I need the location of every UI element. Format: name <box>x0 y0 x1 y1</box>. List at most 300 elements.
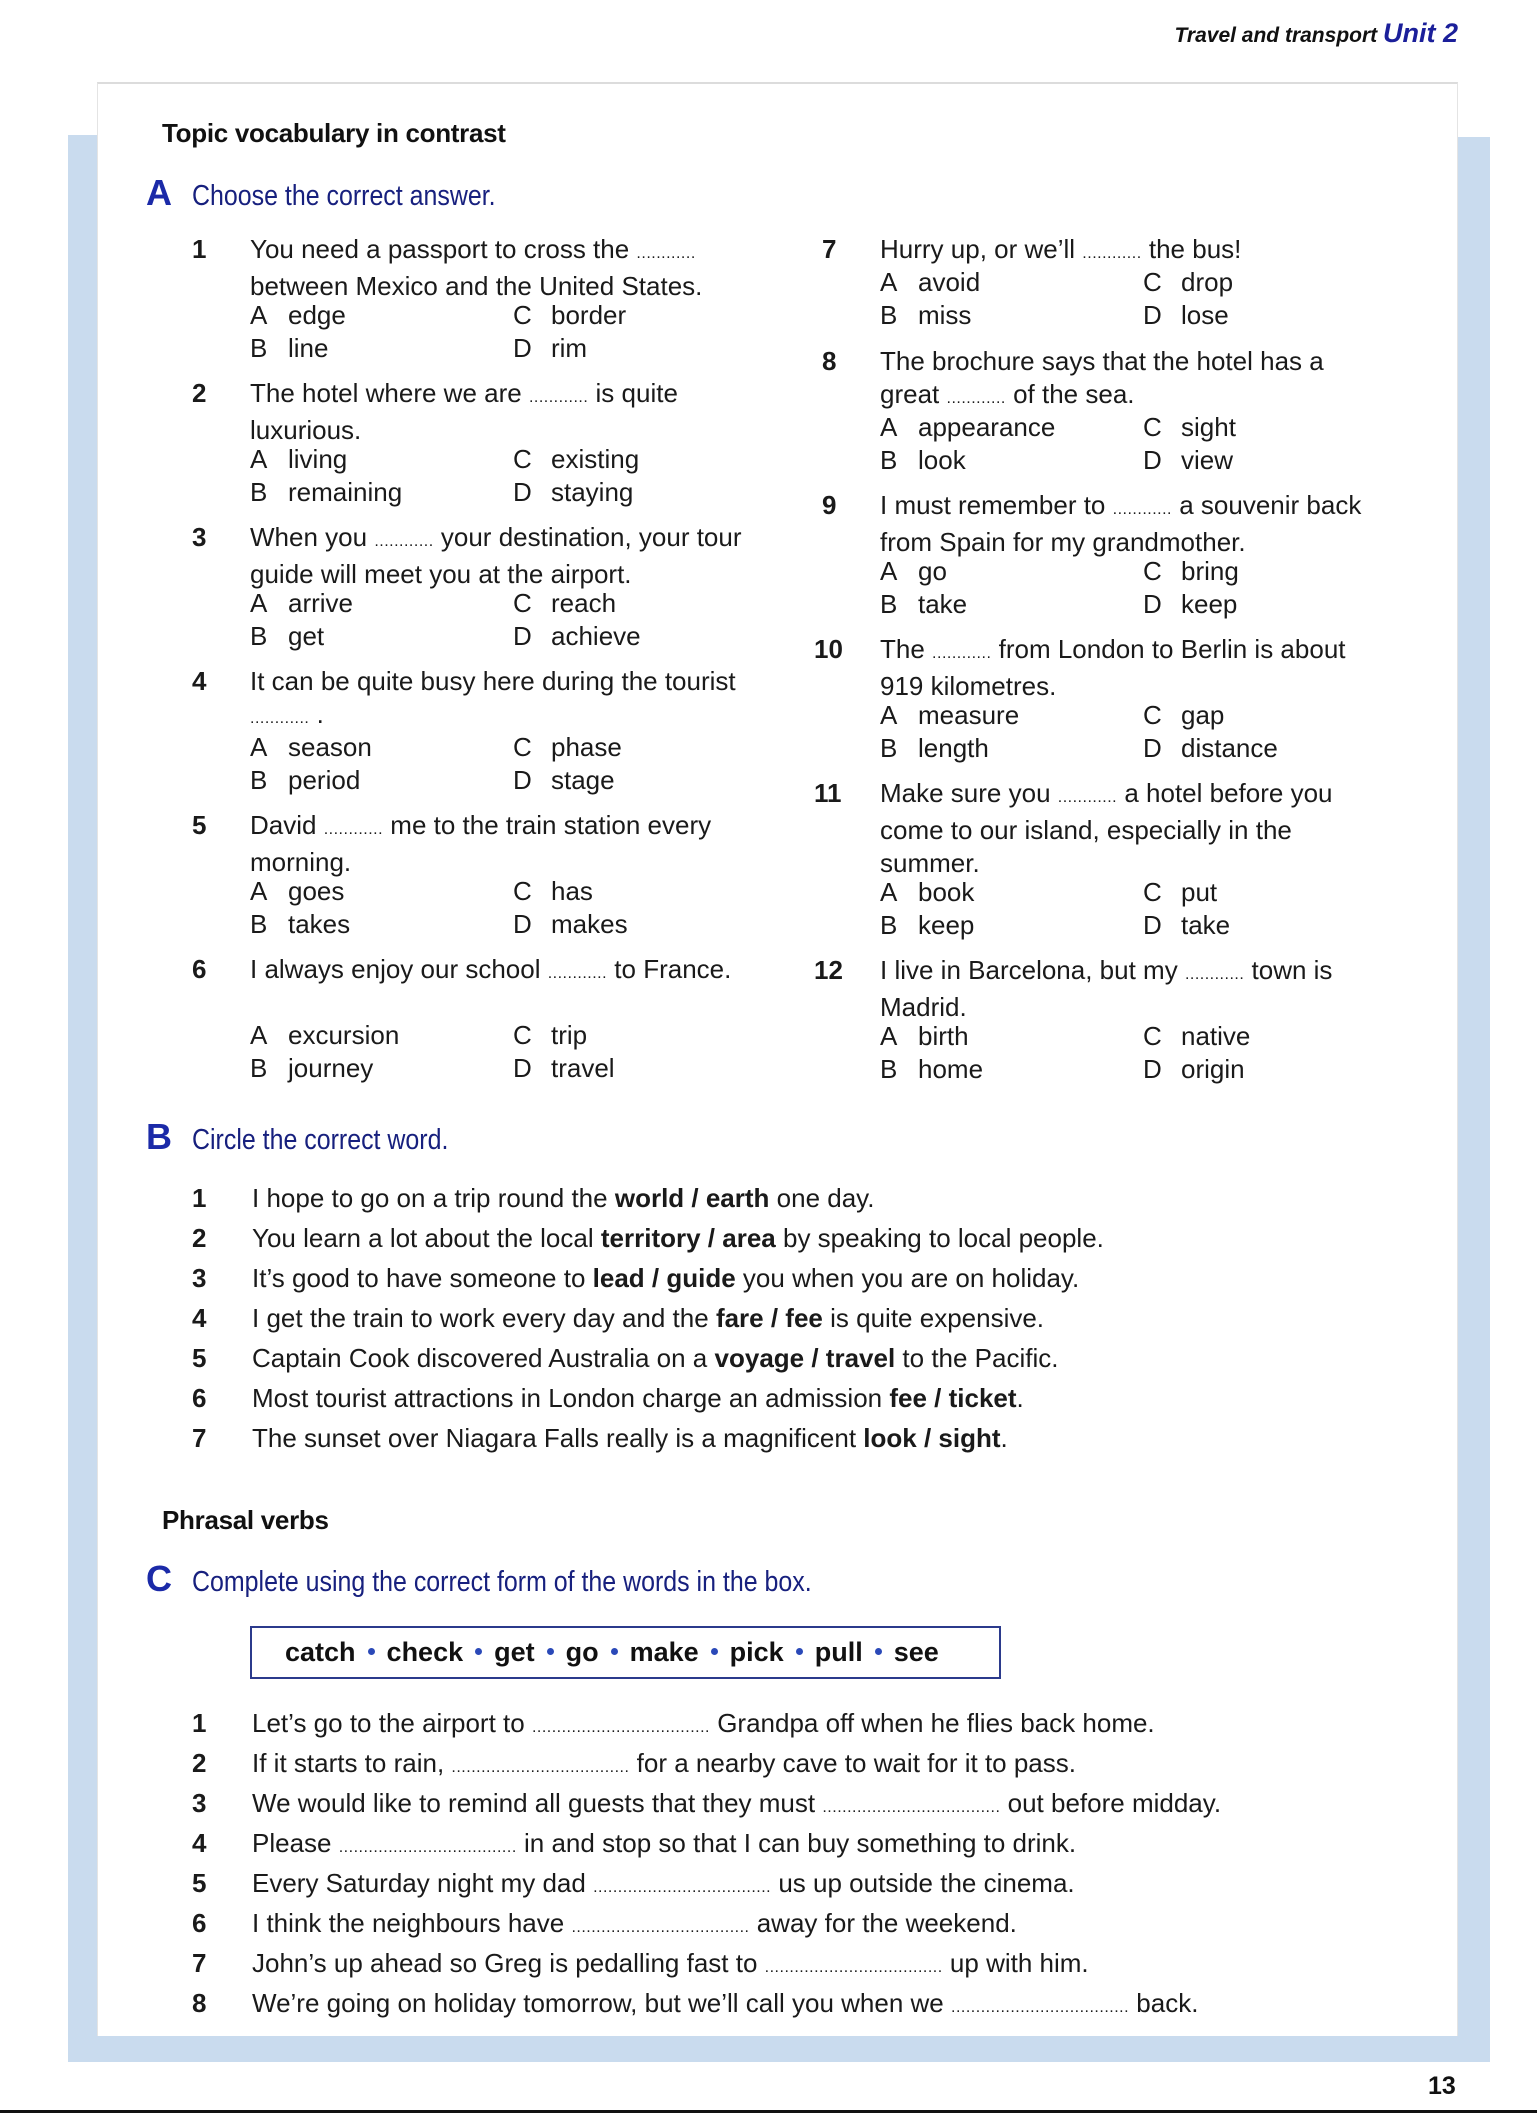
bullet-dot-icon <box>711 1648 718 1655</box>
answer-options <box>250 587 776 653</box>
exercise-c-heading <box>146 1558 913 1600</box>
option-a[interactable] <box>250 443 513 476</box>
item-text-before: Let’s go to the airport to <box>252 1708 525 1738</box>
option-letter: A <box>250 876 268 906</box>
option-text: sight <box>1181 412 1236 442</box>
question-stem <box>250 665 750 735</box>
word-choice[interactable]: lead / guide <box>592 1263 736 1293</box>
option-b[interactable] <box>880 909 1143 942</box>
item-text-after: you when you are on holiday. <box>742 1263 1080 1293</box>
exercise-a-heading <box>146 172 545 214</box>
exercise-letter: B <box>146 1116 172 1157</box>
option-text: existing <box>551 444 640 474</box>
item-text-after: back. <box>1136 1988 1199 2018</box>
option-letter: D <box>513 621 532 651</box>
option-text: appearance <box>918 412 1056 442</box>
option-a[interactable] <box>250 299 513 332</box>
option-text: takes <box>288 909 351 939</box>
option-text: go <box>918 556 947 586</box>
item-text-before: We would like to remind all guests that they must <box>252 1788 816 1818</box>
list-item <box>192 1787 1221 1824</box>
item-text-after: for a nearby cave to wait for it to pass. <box>636 1748 1076 1778</box>
stem-text-after: is quite luxurious. <box>250 378 678 445</box>
answer-blank[interactable]: ............ <box>374 533 434 550</box>
list-item <box>192 1182 874 1215</box>
stem-text-after: . <box>316 699 324 729</box>
option-d[interactable] <box>513 332 776 365</box>
item-text-after: is quite expensive. <box>830 1303 1045 1333</box>
exercise-instruction: Choose the correct answer. <box>192 180 496 212</box>
option-text: edge <box>288 300 346 330</box>
option-c[interactable] <box>513 587 776 620</box>
word-box <box>250 1626 1001 1679</box>
word-choice[interactable]: fee / ticket <box>889 1383 1017 1413</box>
list-item <box>192 1422 1008 1455</box>
answer-blank[interactable]: ............ <box>528 389 589 406</box>
item-text-before: I hope to go on a trip round the <box>252 1183 608 1213</box>
answer-blank[interactable]: .................................... <box>764 1959 943 1976</box>
option-letter: B <box>880 589 898 619</box>
option-text: phase <box>551 732 622 762</box>
answer-options <box>250 875 776 941</box>
question-stem <box>250 233 750 303</box>
answer-blank[interactable]: ............ <box>1082 245 1142 262</box>
word-choice[interactable]: world / earth <box>614 1183 770 1213</box>
option-c[interactable] <box>1143 876 1406 909</box>
option-letter: A <box>250 732 268 762</box>
option-letter: C <box>513 300 532 330</box>
item-text-after: to the Pacific. <box>902 1343 1059 1373</box>
option-a[interactable] <box>250 1019 513 1052</box>
stem-text-before: The brochure says that the hotel has a great <box>880 346 1324 409</box>
option-c[interactable] <box>1143 411 1406 444</box>
item-text-after: away for the weekend. <box>756 1908 1017 1938</box>
answer-blank[interactable]: ............ <box>1057 789 1118 806</box>
option-d[interactable] <box>513 620 776 653</box>
item-number: 4 <box>192 1828 207 1858</box>
stem-text-after: me to the train station every morning. <box>250 810 712 877</box>
option-a[interactable] <box>880 555 1143 588</box>
option-text: measure <box>918 700 1020 730</box>
option-d[interactable] <box>1143 588 1406 621</box>
stem-text-after: the bus! <box>1148 234 1242 264</box>
stem-text-after: between Mexico and the United States. <box>250 271 703 301</box>
option-letter: A <box>880 412 898 442</box>
word-box-word: pick <box>729 1637 784 1667</box>
item-text-after: by speaking to local people. <box>782 1223 1104 1253</box>
question-stem <box>880 233 1370 270</box>
option-letter: A <box>250 1020 268 1050</box>
question-number: 4 <box>192 666 207 696</box>
option-b[interactable] <box>250 476 513 509</box>
option-b[interactable] <box>250 764 513 797</box>
option-text: has <box>551 876 593 906</box>
page-number: 13 <box>1428 2072 1456 2100</box>
item-number: 2 <box>192 1748 207 1778</box>
item-text-before: I get the train to work every day and the <box>252 1303 709 1333</box>
item-number: 3 <box>192 1263 207 1293</box>
option-text: border <box>551 300 627 330</box>
page-frame-bottom <box>68 2036 1490 2062</box>
option-letter: B <box>880 733 898 763</box>
option-letter: A <box>880 877 898 907</box>
stem-text-before: I always enjoy our school <box>250 954 541 984</box>
option-letter: C <box>1143 1021 1162 1051</box>
option-letter: C <box>513 876 532 906</box>
option-text: get <box>288 621 325 651</box>
option-text: lose <box>1181 300 1229 330</box>
answer-options <box>250 299 776 365</box>
option-letter: D <box>1143 910 1162 940</box>
option-letter: C <box>513 1020 532 1050</box>
option-text: length <box>918 733 989 763</box>
exercise-letter: C <box>146 1558 172 1599</box>
stem-text-before: Hurry up, or we’ll <box>880 234 1076 264</box>
item-text-after: us up outside the cinema. <box>778 1868 1075 1898</box>
question-number: 10 <box>814 634 843 664</box>
bullet-dot-icon <box>475 1648 482 1655</box>
stem-text-before: The <box>880 634 925 664</box>
option-letter: A <box>880 556 898 586</box>
stem-text-after: of the sea. <box>1013 379 1135 409</box>
option-letter: C <box>513 444 532 474</box>
item-number: 6 <box>192 1908 207 1938</box>
option-b[interactable] <box>880 588 1143 621</box>
item-number: 2 <box>192 1223 207 1253</box>
bullet-dot-icon <box>611 1648 618 1655</box>
answer-blank[interactable]: .................................... <box>451 1759 630 1776</box>
answer-blank[interactable]: ............ <box>250 710 310 727</box>
option-text: native <box>1181 1021 1251 1051</box>
question-stem <box>880 633 1370 703</box>
option-a[interactable] <box>880 411 1143 444</box>
answer-blank[interactable]: ............ <box>932 645 992 662</box>
option-letter: B <box>250 909 268 939</box>
stem-text-after: your destination, your tour guide will meet you at the airport. <box>250 522 742 589</box>
item-text-before: I think the neighbours have <box>252 1908 565 1938</box>
option-letter: B <box>250 765 268 795</box>
item-text-before: Please <box>252 1828 332 1858</box>
option-b[interactable] <box>250 332 513 365</box>
option-b[interactable] <box>250 908 513 941</box>
item-text-after: in and stop so that I can buy something to drink. <box>524 1828 1077 1858</box>
option-c[interactable] <box>1143 555 1406 588</box>
stem-text-before: I must remember to <box>880 490 1106 520</box>
option-text: remaining <box>288 477 403 507</box>
option-text: reach <box>551 588 617 618</box>
question-stem <box>880 345 1370 415</box>
option-text: season <box>288 732 372 762</box>
list-item <box>192 1987 1198 2024</box>
word-box-word: go <box>565 1637 599 1667</box>
question-stem <box>250 377 750 447</box>
item-number: 1 <box>192 1183 207 1213</box>
option-text: distance <box>1181 733 1278 763</box>
bullet-dot-icon <box>547 1648 554 1655</box>
question-number: 9 <box>822 490 837 520</box>
item-text-before: If it starts to rain, <box>252 1748 445 1778</box>
item-number: 3 <box>192 1788 207 1818</box>
item-text-after: out before midday. <box>1007 1788 1222 1818</box>
option-text: keep <box>1181 589 1238 619</box>
option-letter: C <box>1143 556 1162 586</box>
option-text: arrive <box>288 588 354 618</box>
stem-text-before: I live in Barcelona, but my <box>880 955 1178 985</box>
list-item <box>192 1342 1058 1375</box>
question-number: 5 <box>192 810 207 840</box>
option-d[interactable] <box>1143 909 1406 942</box>
option-text: rim <box>551 333 588 363</box>
item-number: 7 <box>192 1423 207 1453</box>
option-b[interactable] <box>880 1053 1143 1086</box>
option-letter: A <box>880 700 898 730</box>
option-text: makes <box>551 909 628 939</box>
exercise-instruction: Circle the correct word. <box>192 1124 449 1156</box>
bullet-dot-icon <box>368 1648 375 1655</box>
list-item <box>192 1262 1079 1295</box>
item-text-after: Grandpa off when he flies back home. <box>717 1708 1155 1738</box>
option-letter: C <box>1143 412 1162 442</box>
word-box-word: make <box>629 1637 699 1667</box>
option-letter: C <box>1143 877 1162 907</box>
option-d[interactable] <box>513 908 776 941</box>
question-number: 2 <box>192 378 207 408</box>
item-text-after: up with him. <box>949 1948 1089 1978</box>
section-title-topic-vocabulary: Topic vocabulary in contrast <box>162 118 506 148</box>
answer-blank[interactable]: ............ <box>636 245 696 262</box>
question-stem <box>250 521 750 591</box>
option-text: birth <box>918 1021 969 1051</box>
option-a[interactable] <box>880 876 1143 909</box>
question-stem <box>880 777 1370 880</box>
option-text: look <box>918 445 966 475</box>
option-text: excursion <box>288 1020 400 1050</box>
answer-blank[interactable]: .................................... <box>593 1879 772 1896</box>
option-text: drop <box>1181 267 1234 297</box>
item-number: 1 <box>192 1708 207 1738</box>
option-text: miss <box>918 300 972 330</box>
option-a[interactable] <box>880 699 1143 732</box>
option-letter: D <box>513 1053 532 1083</box>
stem-text-before: When you <box>250 522 368 552</box>
question-number: 12 <box>814 955 843 985</box>
option-letter: B <box>880 445 898 475</box>
answer-options <box>250 731 776 797</box>
answer-blank[interactable]: .................................... <box>338 1839 517 1856</box>
stem-text-before: The hotel where we are <box>250 378 522 408</box>
question-stem <box>880 489 1370 559</box>
question-stem <box>880 954 1370 1024</box>
word-choice[interactable]: look / sight <box>863 1423 1001 1453</box>
option-text: gap <box>1181 700 1225 730</box>
option-letter: B <box>250 621 268 651</box>
option-text: origin <box>1181 1054 1245 1084</box>
item-number: 8 <box>192 1988 207 2018</box>
list-item <box>192 1827 1076 1864</box>
option-text: book <box>918 877 975 907</box>
option-letter: C <box>1143 700 1162 730</box>
stem-text-before: You need a passport to cross the <box>250 234 630 264</box>
option-a[interactable] <box>880 266 1143 299</box>
list-item <box>192 1747 1076 1784</box>
option-b[interactable] <box>250 1052 513 1085</box>
list-item <box>192 1382 1024 1415</box>
option-letter: B <box>250 1053 268 1083</box>
option-a[interactable] <box>250 875 513 908</box>
stem-text-after: to France. <box>614 954 732 984</box>
option-d[interactable] <box>1143 444 1406 477</box>
option-c[interactable] <box>513 299 776 332</box>
item-text-after: . <box>1000 1423 1008 1453</box>
option-letter: B <box>880 300 898 330</box>
option-letter: A <box>880 1021 898 1051</box>
option-text: period <box>288 765 361 795</box>
question-stem <box>250 953 750 990</box>
option-d[interactable] <box>1143 1053 1406 1086</box>
option-letter: A <box>250 444 268 474</box>
option-d[interactable] <box>513 476 776 509</box>
option-text: home <box>918 1054 984 1084</box>
option-text: journey <box>288 1053 374 1083</box>
item-number: 5 <box>192 1343 207 1373</box>
option-letter: B <box>880 1054 898 1084</box>
option-c[interactable] <box>1143 699 1406 732</box>
item-number: 7 <box>192 1948 207 1978</box>
option-text: travel <box>551 1053 615 1083</box>
stem-text-after: a souvenir back from Spain for my grandmother. <box>880 490 1362 557</box>
word-box-word: check <box>386 1637 464 1667</box>
option-letter: D <box>513 909 532 939</box>
answer-options <box>880 411 1406 477</box>
option-letter: B <box>880 910 898 940</box>
option-c[interactable] <box>1143 1020 1406 1053</box>
option-c[interactable] <box>1143 266 1406 299</box>
option-a[interactable] <box>250 587 513 620</box>
answer-blank[interactable]: ............ <box>1184 966 1245 983</box>
exercise-instruction: Complete using the correct form of the words in the box. <box>192 1566 812 1598</box>
option-d[interactable] <box>1143 732 1406 765</box>
word-box-word: catch <box>285 1637 356 1667</box>
question-number: 11 <box>814 778 842 808</box>
option-a[interactable] <box>880 1020 1143 1053</box>
option-letter: D <box>513 333 532 363</box>
stem-text-after: town is Madrid. <box>880 955 1333 1022</box>
item-text-after: . <box>1016 1383 1024 1413</box>
running-head-title: Travel and transport <box>1174 24 1378 47</box>
option-letter: B <box>250 477 268 507</box>
running-head <box>1174 18 1458 49</box>
option-letter: C <box>1143 267 1162 297</box>
item-number: 5 <box>192 1868 207 1898</box>
bullet-dot-icon <box>875 1648 882 1655</box>
option-text: take <box>918 589 968 619</box>
answer-options <box>880 1020 1406 1086</box>
option-text: view <box>1181 445 1234 475</box>
option-b[interactable] <box>250 620 513 653</box>
option-text: stage <box>551 765 615 795</box>
word-choice[interactable]: fare / fee <box>715 1303 823 1333</box>
option-letter: A <box>880 267 898 297</box>
option-text: avoid <box>918 267 981 297</box>
answer-blank[interactable]: ............ <box>323 821 384 838</box>
item-text-before: Captain Cook discovered Australia on a <box>252 1343 708 1373</box>
item-text-before: Most tourist attractions in London charge an admission <box>252 1383 883 1413</box>
option-d[interactable] <box>513 1052 776 1085</box>
item-text-before: We’re going on holiday tomorrow, but we’ll call you when we <box>252 1988 944 2018</box>
option-c[interactable] <box>513 1019 776 1052</box>
question-number: 6 <box>192 954 207 984</box>
list-item <box>192 1222 1104 1255</box>
page-frame-right <box>1458 137 1490 2062</box>
option-text: staying <box>551 477 634 507</box>
option-c[interactable] <box>513 443 776 476</box>
option-letter: C <box>513 588 532 618</box>
option-text: keep <box>918 910 975 940</box>
option-b[interactable] <box>880 732 1143 765</box>
section-title-phrasal-verbs: Phrasal verbs <box>162 1505 329 1535</box>
word-choice[interactable]: territory / area <box>600 1223 776 1253</box>
item-text-after: one day. <box>776 1183 875 1213</box>
page-frame-left <box>68 135 100 2062</box>
answer-options <box>880 699 1406 765</box>
option-text: goes <box>288 876 345 906</box>
answer-options <box>880 266 1406 332</box>
answer-blank[interactable]: .................................... <box>531 1719 710 1736</box>
list-item <box>192 1707 1155 1744</box>
list-item <box>192 1947 1089 1984</box>
item-number: 4 <box>192 1303 207 1333</box>
item-text-before: Every Saturday night my dad <box>252 1868 586 1898</box>
answer-blank[interactable]: .................................... <box>951 1999 1130 2016</box>
option-letter: D <box>1143 589 1162 619</box>
question-stem <box>250 809 750 879</box>
option-a[interactable] <box>250 731 513 764</box>
option-letter: D <box>513 765 532 795</box>
answer-blank[interactable]: .................................... <box>822 1799 1001 1816</box>
option-b[interactable] <box>880 299 1143 332</box>
item-text-before: The sunset over Niagara Falls really is a magnificent <box>252 1423 857 1453</box>
answer-options <box>880 555 1406 621</box>
option-letter: A <box>250 300 268 330</box>
stem-text-before: It can be quite busy here during the tourist <box>250 666 736 696</box>
option-c[interactable] <box>513 875 776 908</box>
option-text: line <box>288 333 329 363</box>
question-number: 8 <box>822 346 837 376</box>
exercise-b-heading <box>146 1116 490 1158</box>
option-text: living <box>288 444 348 474</box>
answer-blank[interactable]: ............ <box>946 390 1006 407</box>
option-text: trip <box>551 1020 588 1050</box>
option-d[interactable] <box>1143 299 1406 332</box>
option-text: put <box>1181 877 1218 907</box>
option-letter: C <box>513 732 532 762</box>
option-b[interactable] <box>880 444 1143 477</box>
option-c[interactable] <box>513 731 776 764</box>
option-letter: D <box>1143 733 1162 763</box>
running-head-unit: Unit 2 <box>1382 18 1458 48</box>
option-letter: D <box>1143 445 1162 475</box>
bullet-dot-icon <box>796 1648 803 1655</box>
option-text: bring <box>1181 556 1239 586</box>
option-letter: B <box>250 333 268 363</box>
option-d[interactable] <box>513 764 776 797</box>
word-choice[interactable]: voyage / travel <box>714 1343 896 1373</box>
answer-blank[interactable]: .................................... <box>571 1919 750 1936</box>
stem-text-after: a hotel before you come to our island, especially in the summer. <box>880 778 1333 878</box>
answer-blank[interactable]: ............ <box>1112 501 1172 518</box>
answer-blank[interactable]: ............ <box>547 965 608 982</box>
word-box-word: get <box>494 1637 535 1667</box>
